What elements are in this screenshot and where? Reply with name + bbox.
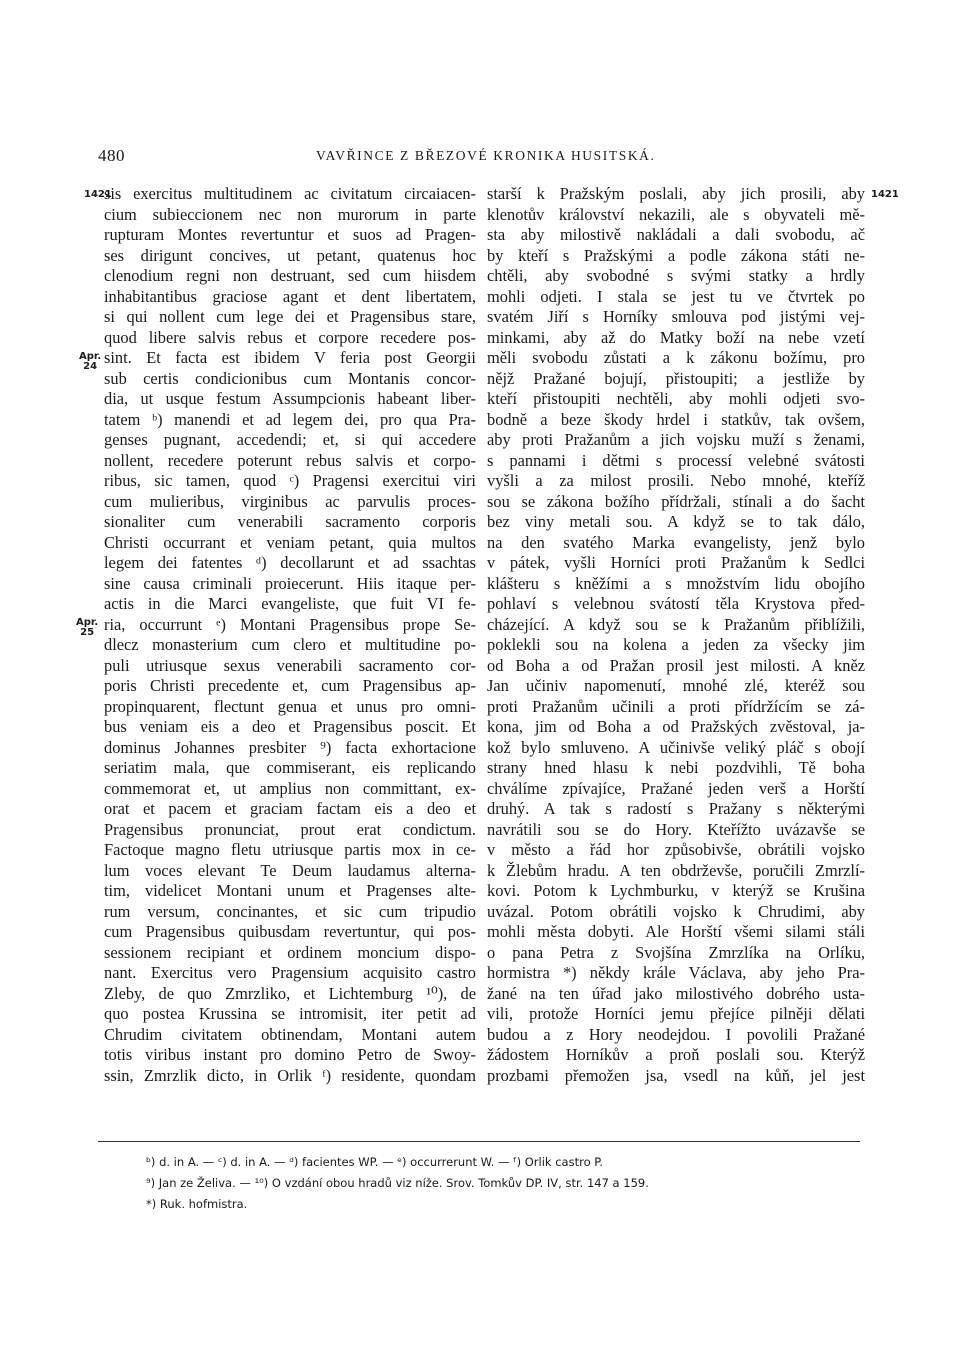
footnote: ᵇ) d. in A. — ᶜ) d. in A. — ᵈ) facientes WP. — ᵉ) occurrerunt W. — ᶠ) Orlik castro P. bbox=[146, 1155, 604, 1169]
text-line: seriatim mala, que commiserant, eis replicando bbox=[104, 758, 476, 777]
text-line: kož bylo smluveno. A učinivše veliký pláč s obojí bbox=[487, 737, 865, 757]
text-line: totis viribus instant pro domino Petro de Swoy- bbox=[104, 1045, 476, 1064]
text-line: uvázal. Potom obrátili vojsko k Chrudimi, aby bbox=[487, 901, 865, 921]
text-line: sub certis condicionibus cum Montanis concor- bbox=[104, 368, 476, 388]
text-line: si qui nollent cum lege dei et Pragensibus stare, bbox=[104, 307, 476, 326]
text-line: clenodium regni non destruant, sed cum hiisdem bbox=[104, 266, 476, 285]
text-line: bez viny metali sou. A když se to tak dálo, bbox=[487, 512, 865, 531]
text-line: navrátili sou se do Hory. Kteřížto uvázavše se bbox=[487, 819, 865, 839]
footnotes bbox=[146, 1152, 846, 1215]
text-line: kteří přistoupiti nechtěli, aby mohli odjeti svo- bbox=[487, 389, 865, 408]
text-line: nějž Pražané bojují, přistoupiti; a jestliže by bbox=[487, 368, 865, 388]
text-line: druhý. A tak s radostí s Pražany s některými bbox=[487, 799, 865, 818]
text-line: legem dei fatentes ᵈ) decollarunt et ad ssachtas bbox=[104, 553, 476, 572]
margin-year-left: 1421 bbox=[84, 189, 112, 200]
footnote: ⁹) Jan ze Želiva. — ¹⁰) O vzdání obou hradů viz níže. Srov. Tomkův DP. IV, str. 147 a 159. bbox=[146, 1176, 649, 1190]
text-line: Chrudim civitatem obtinendam, Montani autem bbox=[104, 1024, 476, 1044]
text-line: ribus, sic tamen, quod ᶜ) Pragensi exercitui viri bbox=[104, 471, 476, 490]
czech-text-column bbox=[487, 184, 865, 1086]
text-line: ria, occurrunt ᵉ) Montani Pragensibus prope Se- bbox=[104, 614, 476, 634]
text-line: klášteru s kněžími a s množstvím lidu obojího bbox=[487, 573, 865, 593]
text-line: sessionem recipiant et ordinem moncium dispo- bbox=[104, 942, 476, 962]
text-line: mohli města dobyti. Ale Horští všemi silami stáli bbox=[487, 922, 865, 941]
text-line: pohlaví s velebnou svátostí těla Krystova před- bbox=[487, 594, 865, 613]
margin-date-month: Apr. bbox=[76, 617, 99, 628]
text-line: proti Pražanům učinili a proti přídržícím se zá- bbox=[487, 696, 865, 716]
text-line: cum mulieribus, virginibus ac parvulis proces- bbox=[104, 491, 476, 511]
text-line: sine causa criminali proiecerunt. Hiis itaque per- bbox=[104, 573, 476, 593]
text-line: starší k Pražským poslali, aby jich prosili, aby bbox=[487, 184, 865, 203]
text-line: bus veniam eis a deo et Pragensibus poscit. Et bbox=[104, 717, 476, 736]
text-line: ses dirigunt concives, ut petant, quatenus hoc bbox=[104, 245, 476, 265]
latin-text-column bbox=[104, 184, 476, 1086]
text-line: tim, videlicet Montani unum et Pragenses alte- bbox=[104, 881, 476, 900]
text-line: s pannami i dětmi s processí velebné svátosti bbox=[487, 450, 865, 470]
text-line: dia, ut usque festum Assumpcionis habeant liber- bbox=[104, 389, 476, 408]
text-line: quo postea Krussina se intromisit, iter petit ad bbox=[104, 1004, 476, 1023]
footnote: *) Ruk. hofmistra. bbox=[146, 1197, 248, 1211]
text-line: dlecz monasterium cum clero et multitudine po- bbox=[104, 635, 476, 654]
text-line: kona, jim od Boha a od Pražských zvěstoval, ja- bbox=[487, 717, 865, 736]
text-line: žádostem Horníkův a proň poslali sou. Kterýž bbox=[487, 1045, 865, 1064]
text-line: cházející. A když sou se k Pražanům přiblížili, bbox=[487, 614, 865, 634]
text-line: inhabitantibus graciose agant et dent libertatem, bbox=[104, 286, 476, 306]
text-line: sint. Et facta est ibidem V feria post Georgii bbox=[104, 348, 476, 367]
margin-year-right: 1421 bbox=[871, 189, 899, 200]
text-line: rum versum, concinantes, et sic cum tripudio bbox=[104, 901, 476, 921]
text-line: puli utriusque sexus venerabili sacramento cor- bbox=[104, 655, 476, 675]
margin-date-apr-24 bbox=[79, 352, 101, 372]
text-line: od Boha a od Pražan prosil jest milosti. A kněz bbox=[487, 655, 865, 675]
text-line: minkami, aby až do Matky boží na nebe vzetí bbox=[487, 327, 865, 347]
text-line: ssin, Zmrzlik dicto, in Orlik ᶠ) residente, quondam bbox=[104, 1065, 476, 1085]
page-number: 480 bbox=[98, 146, 125, 165]
text-line: Factoque magno fletu utriusque partis mox in ce- bbox=[104, 840, 476, 859]
text-line: actis in die Marci evangeliste, que fuit VI fe- bbox=[104, 594, 476, 613]
text-line: svatém Jiří s Horníky smlouva pod jistými vej- bbox=[487, 307, 865, 326]
text-line: poris Christi precedente et, cum Pragensibus ap- bbox=[104, 676, 476, 695]
text-line: v město a řád hor způsobivše, obrátili vojsko bbox=[487, 840, 865, 859]
running-title: VAVŘINCE Z BŘEZOVÉ KRONIKA HUSITSKÁ. bbox=[316, 148, 656, 163]
text-line: na den svatého Marka evangelisty, jenž bylo bbox=[487, 532, 865, 552]
text-line: tatem ᵇ) manendi et ad legem dei, pro qua Pra- bbox=[104, 409, 476, 429]
text-line: klenotův království nekazili, ale s obyvateli mě- bbox=[487, 204, 865, 224]
text-line: commemorat et, ut amplius non committant, ex- bbox=[104, 778, 476, 798]
text-line: vili, protože Horníci jemu přejíce pilněji dělati bbox=[487, 1004, 865, 1023]
text-line: budou a z Hory neodejdou. I povolili Pražané bbox=[487, 1024, 865, 1044]
text-line: orat et pacem et graciam factam eis a deo et bbox=[104, 799, 476, 818]
text-line: rupturam Montes revertuntur et suos ad Pragen- bbox=[104, 225, 476, 244]
text-line: Christi occurrant et veniam petant, quia multos bbox=[104, 532, 476, 552]
text-line: sou se zákona božího přídržali, stínali a do šacht bbox=[487, 491, 865, 511]
text-line: hormistra *) někdy krále Václava, aby jeho Pra- bbox=[487, 963, 865, 982]
text-line: propinquarent, flectunt genua et unus pro omni- bbox=[104, 696, 476, 716]
text-line: žané na ten úřad jako milostivého dobrého usta- bbox=[487, 983, 865, 1003]
text-line: Zleby, de quo Zmrzliko, et Lichtemburg ¹⁰), de bbox=[104, 983, 476, 1003]
text-line: k Žlebům hradu. A ten obdrževše, poručili Zmrzlí- bbox=[487, 860, 865, 880]
text-line: prozbami přemožen jsa, vsedl na kůň, jel jest bbox=[487, 1065, 865, 1085]
text-line: genses pugnant, accedendi; et, si qui accedere bbox=[104, 430, 476, 449]
text-line: by kteří s Pražskými a podle zákona státi ne- bbox=[487, 245, 865, 265]
text-line: aby proti Pražanům a jich vojsku muží s ženami, bbox=[487, 430, 865, 449]
text-line: poklekli sou na kolena a jeden za všecky jim bbox=[487, 635, 865, 654]
text-line: měli svobodu zůstati a k zákonu božímu, pro bbox=[487, 348, 865, 367]
text-line: sis exercitus multitudinem ac civitatum circaiacen- bbox=[104, 184, 476, 203]
margin-date-month: Apr. bbox=[79, 351, 102, 362]
text-line: kovi. Potom k Lychmburku, v kterýž se Krušina bbox=[487, 881, 865, 900]
margin-date-apr-25 bbox=[76, 618, 98, 638]
text-line: lum voces elevant Te Deum laudamus alterna- bbox=[104, 860, 476, 880]
text-line: Pragensibus pronunciat, prout erat condictum. bbox=[104, 819, 476, 839]
text-line: chtěli, aby svobodné s svými statky a hrdly bbox=[487, 266, 865, 285]
text-line: dominus Johannes presbiter ⁹) facta exhortacione bbox=[104, 737, 476, 757]
text-line: quod libere salvis rebus et corpore recedere pos- bbox=[104, 327, 476, 347]
margin-date-day: 24 bbox=[83, 361, 98, 372]
text-line: strany hned hlasu k nebi pozdvihli, Tě boha bbox=[487, 758, 865, 777]
text-line: Jan učiniv napomenutí, mnohé zlé, kteréž sou bbox=[487, 676, 865, 695]
text-line: mohli odjeti. I stala se jest tu ve čtvrtek po bbox=[487, 286, 865, 306]
text-line: nant. Exercitus vero Pragensium acquisito castro bbox=[104, 963, 476, 982]
text-line: cum Pragensibus quibusdam revertuntur, qui pos- bbox=[104, 922, 476, 941]
footnote-divider bbox=[98, 1141, 860, 1142]
text-line: sta aby milostivě nakládali a dali svobodu, ač bbox=[487, 225, 865, 244]
text-line: bodně a beze škody hrdel i statkův, tak ovšem, bbox=[487, 409, 865, 429]
text-line: v pátek, vyšli Horníci proti Pražanům k Sedlci bbox=[487, 553, 865, 572]
text-line: cium subieccionem nec non murorum in parte bbox=[104, 204, 476, 224]
text-line: o pana Petra z Svojšína Zmrzlíka na Orlíku, bbox=[487, 942, 865, 962]
text-line: nollent, recedere poterunt rebus salvis et corpo- bbox=[104, 450, 476, 470]
text-line: chválíme zpívajíce, Pražané jeden verš a Horští bbox=[487, 778, 865, 798]
text-line: vyšli a za milost prosili. Nebo mnohé, kteříž bbox=[487, 471, 865, 490]
text-line: sionaliter cum venerabili sacramento corporis bbox=[104, 512, 476, 531]
margin-date-day: 25 bbox=[80, 627, 95, 638]
